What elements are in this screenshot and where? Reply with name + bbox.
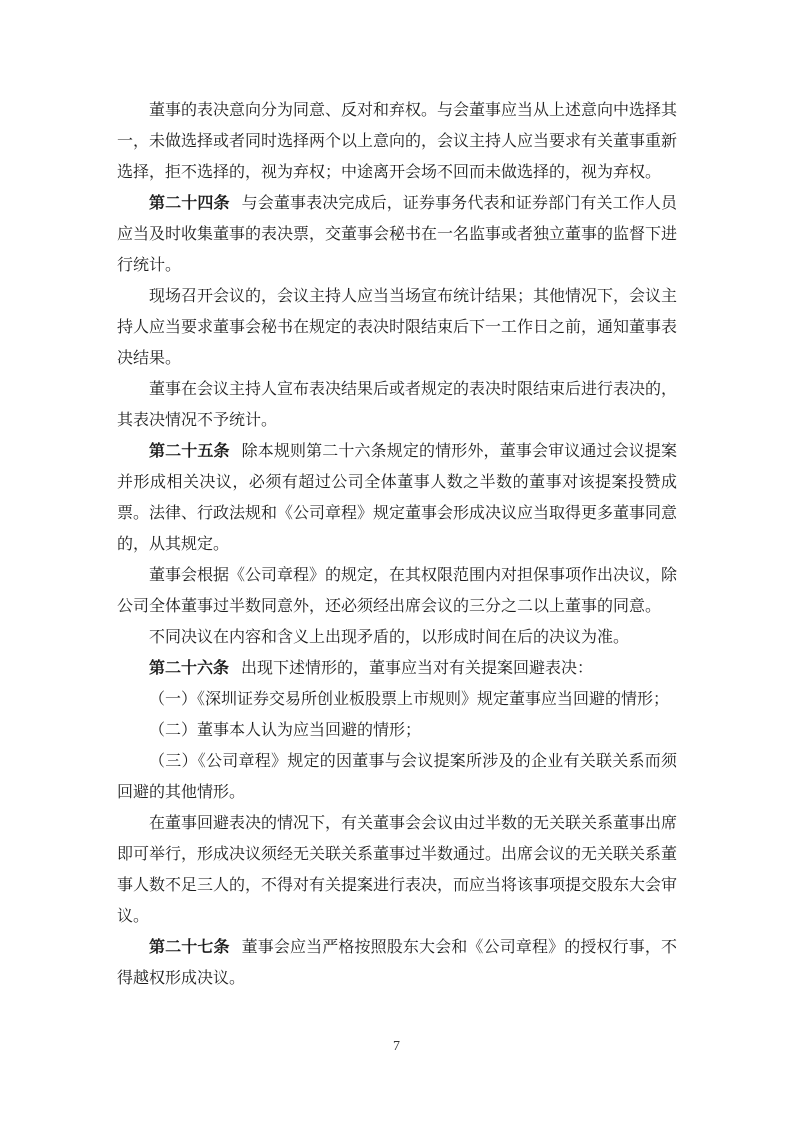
paragraph [117,374,677,436]
page-footer [0,1037,793,1057]
paragraph-text: （二）董事本人认为应当回避的情形； [149,722,422,739]
paragraph-text: （三）《公司章程》规定的因董事与会议提案所涉及的企业有关联关系而须回避的其他情形。 [117,753,677,801]
paragraph [117,653,677,684]
paragraph-text: 董事会根据《公司章程》的规定，在其权限范围内对担保事项作出决议，除公司全体董事过半数同意外，还必须经出席会议的三分之二以上董事的同意。 [117,567,678,615]
paragraph-text: 董事的表决意向分为同意、反对和弃权。与会董事应当从上述意向中选择其一，未做选择或者同时选择两个以上意向的，会议主持人应当要求有关董事重新选择，拒不选择的，视为弃权；中途离开会场不回而未做选择的，视为弃权。 [117,102,678,181]
paragraph [117,281,677,374]
article-number: 第二十五条 [149,443,230,460]
paragraph-text: 在董事回避表决的情况下，有关董事会会议由过半数的无关联关系董事出席即可举行，形成决议须经无关联关系董事过半数通过。出席会议的无关联关系董事人数不足三人的，不得对有关提案进行表决，而应当将该事项提交股东大会审议。 [117,815,678,925]
paragraph [117,436,677,560]
article-number: 第二十六条 [149,660,230,677]
paragraph-text: 出现下述情形的，董事应当对有关提案回避表决： [241,660,594,677]
paragraph-text: （一）《深圳证券交易所创业板股票上市规则》规定董事应当回避的情形； [149,691,670,708]
page-number: 7 [393,1039,400,1054]
article-number: 第二十七条 [149,939,230,956]
paragraph list-item [117,684,677,715]
paragraph [117,188,677,281]
document-body [117,95,677,994]
paragraph-text: 现场召开会议的，会议主持人应当当场宣布统计结果；其他情况下，会议主持人应当要求董事会秘书在规定的表决时限结束后下一工作日之前，通知董事表决结果。 [117,288,678,367]
paragraph-text: 与会董事表决完成后，证券事务代表和证券部门有关工作人员应当及时收集董事的表决票，交董事会秘书在一名监事或者独立董事的监督下进行统计。 [117,195,678,274]
paragraph [117,808,677,932]
paragraph-text: 不同决议在内容和含义上出现矛盾的，以形成时间在后的决议为准。 [149,629,630,646]
paragraph list-item [117,715,677,746]
paragraph-text: 董事会应当严格按照股东大会和《公司章程》的授权行事，不得越权形成决议。 [117,939,677,987]
paragraph [117,622,677,653]
paragraph-text: 董事在会议主持人宣布表决结果后或者规定的表决时限结束后进行表决的，其表决情况不予统计。 [117,381,678,429]
article-number: 第二十四条 [149,195,230,212]
paragraph [117,95,677,188]
paragraph list-item [117,746,677,808]
paragraph [117,560,677,622]
paragraph-text: 除本规则第二十六条规定的情形外，董事会审议通过会议提案并形成相关决议，必须有超过公司全体董事人数之半数的董事对该提案投赞成票。法律、行政法规和《公司章程》规定董事会形成决议应当取得更多董事同意的，从其规定。 [117,443,678,553]
paragraph [117,932,677,994]
